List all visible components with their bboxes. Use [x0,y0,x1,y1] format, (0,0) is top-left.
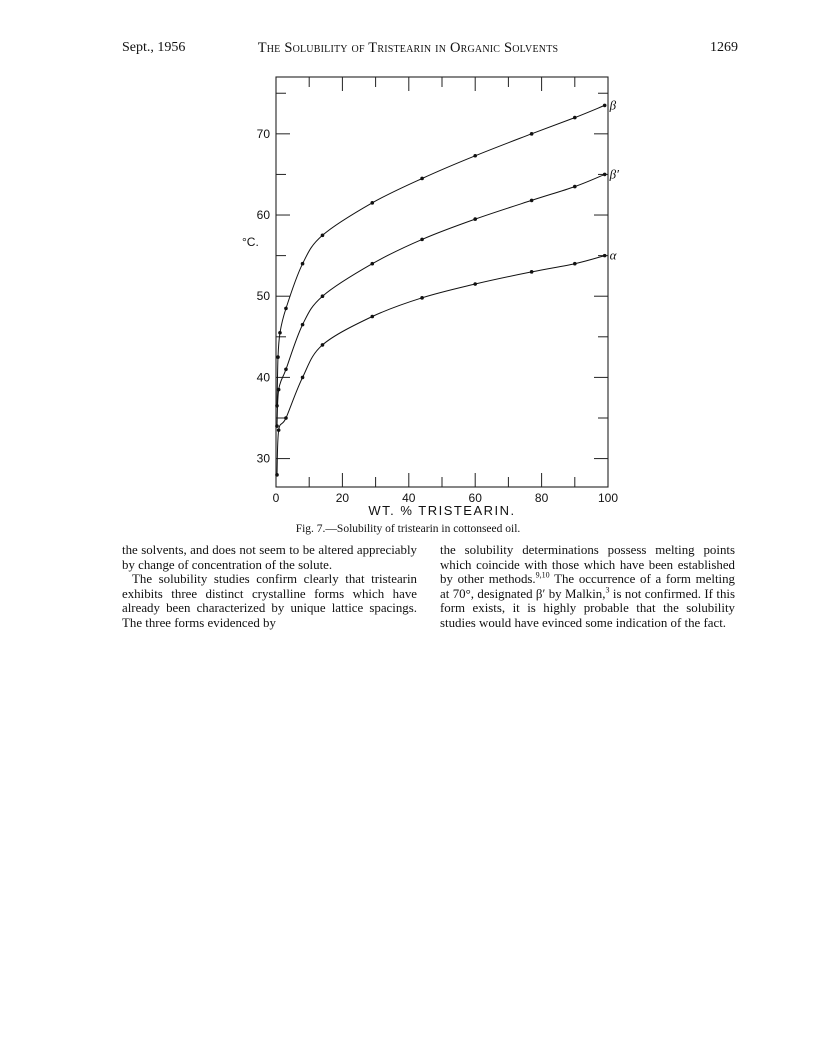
paragraph-left-2: The solubility studies confirm clearly that tristearin exhibits three distinct crystalline forms which have already been characterized by unique lattice spacings. The three forms evidenced by [122,572,417,630]
data-point [276,355,280,359]
data-point [321,343,325,347]
paragraph-right-1-part-b: The occurrence of a form melting at 70°, designated β′ by Malkin, [440,572,735,601]
running-header-date: Sept., 1956 [122,40,186,55]
data-point [301,262,305,266]
solubility-figure [222,70,642,520]
data-point [573,185,577,189]
x-tick-label: 100 [597,491,619,505]
data-point [321,234,325,238]
series-label: β′ [609,166,620,182]
data-point [530,132,534,136]
data-point [603,104,607,108]
data-point [603,173,607,177]
reference-3: 3 [605,585,610,595]
y-axis-label: °C. [242,235,259,249]
body-column-right [440,543,735,631]
x-axis-label: WT. % TRISTEARIN. [368,503,516,518]
data-point [321,294,325,298]
data-points [275,104,606,477]
data-point [530,199,534,203]
paragraph-right-1-part-a: the solubility determinations possess melting points which coincide with those which have been established by other methods. [440,543,735,587]
axis-ticks [276,77,608,487]
reference-9-10: 9,10 [535,570,550,580]
series-curve [277,174,605,426]
plot-frame [276,77,608,487]
data-point [277,388,281,392]
paragraph-left-1: the solvents, and does not seem to be altered appreciably by change of concentration of the solute. [122,543,417,572]
x-tick-label: 20 [335,491,350,505]
y-tick-label: 70 [256,126,270,141]
data-point [278,331,282,335]
figure-caption: Fig. 7.—Solubility of tristearin in cottonseed oil. [295,523,521,535]
data-point [301,323,305,327]
paragraph-right-1-part-c: is not confirmed. If this form exists, it is highly probable that the solubility studies would have evinced some indication of the fact. [440,586,735,630]
data-point [573,262,577,266]
series-label: α [609,247,617,263]
solubility-curves [277,105,605,474]
solubility-chart [222,70,642,520]
paragraph-right-1 [440,543,735,631]
tick-labels [257,127,619,505]
data-point [275,473,279,477]
y-tick-label: 30 [256,451,270,466]
data-point [284,307,288,311]
y-tick-label: 50 [256,289,270,304]
data-point [370,262,374,266]
data-point [370,201,374,205]
y-tick-label: 60 [256,208,270,223]
data-point [473,154,477,158]
data-point [277,428,281,432]
data-point [573,116,577,120]
y-tick-label: 40 [256,370,270,385]
x-tick-label: 40 [402,491,416,505]
data-point [420,177,424,181]
x-tick-label: 80 [534,491,549,505]
data-point [603,254,607,258]
data-point [473,217,477,221]
x-tick-label: 60 [468,491,482,505]
page-number: 1269 [710,40,738,55]
data-point [301,376,305,380]
data-point [284,367,288,371]
data-point [420,238,424,242]
series-curve [277,105,605,405]
x-tick-label: 0 [272,491,280,505]
data-point [284,416,288,420]
series-label: β [609,97,617,113]
body-column-left [122,543,417,631]
data-point [530,270,534,274]
data-point [275,404,279,408]
series-curve [277,256,605,475]
running-header-title: The Solubility of Tristearin in Organic Solvents [257,40,559,56]
series-labels [609,97,619,262]
data-point [473,282,477,286]
data-point [420,296,424,300]
data-point [275,424,279,428]
data-point [370,315,374,319]
